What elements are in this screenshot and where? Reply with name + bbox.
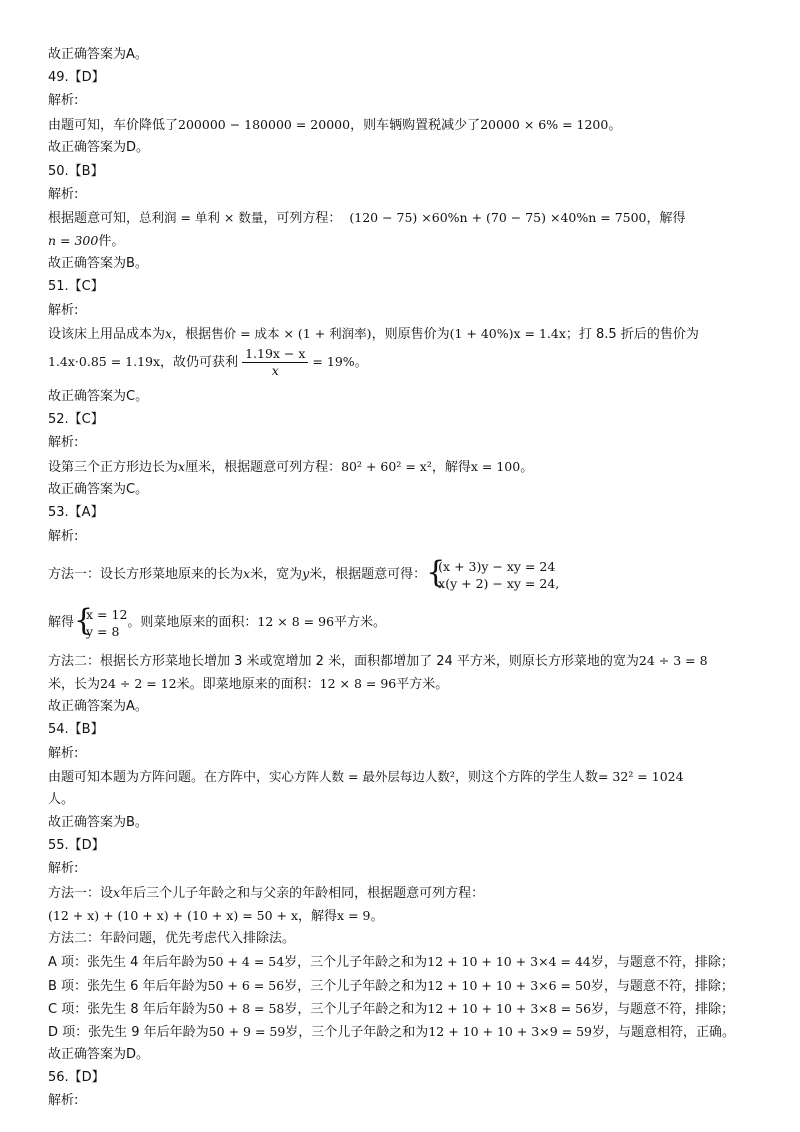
question-number: 56.【D】	[48, 1070, 105, 1085]
equation-system: { (x + 3)y − xy = 24 x(y + 2) − xy = 24,	[426, 554, 560, 591]
analysis-text: 方法一：设长方形菜地原来的长为x米，宽为y米，根据题意可得： { (x + 3)y − xy = 24 x(y + 2) − xy = 24,	[48, 554, 560, 591]
analysis-text: n = 300件。	[48, 233, 125, 249]
analysis-label: 解析:	[48, 187, 79, 202]
question-number: 51.【C】	[48, 279, 104, 294]
analysis-text: 根据题意可知，总利润 = 单利 × 数量，可列方程： (120 − 75) ×60%n + (70 − 75) ×40%n = 7500，解得	[48, 210, 686, 226]
analysis-label: 解析:	[48, 529, 79, 544]
question-number: 50.【B】	[48, 164, 104, 179]
analysis-text: 人。	[48, 792, 75, 807]
option-b-check: B 项：张先生 6 年后年龄为50 + 6 = 56岁，三个儿子年龄之和为12 + 10 + 10 + 3×6 = 50岁，与题意不符，排除；	[48, 978, 734, 994]
question-number: 55.【D】	[48, 838, 105, 853]
analysis-label: 解析:	[48, 1093, 79, 1108]
option-c-check: C 项：张先生 8 年后年龄为50 + 8 = 58岁，三个儿子年龄之和为12 + 10 + 10 + 3×8 = 56岁，与题意不符，排除；	[48, 1001, 735, 1017]
analysis-text: 方法一：设x年后三个儿子年龄之和与父亲的年龄相同，根据题意可列方程：	[48, 885, 485, 901]
answer-line: 故正确答案为A。	[48, 47, 148, 62]
analysis-text: 方法二：根据长方形菜地长增加 3 米或宽增加 2 米，面积都增加了 24 平方米，则原长方形菜地的宽为24 ÷ 3 = 8	[48, 653, 708, 669]
analysis-text: 设该床上用品成本为x，根据售价 = 成本 × (1 + 利润率)，则原售价为(1 + 40%)x = 1.4x；打 8.5 折后的售价为	[48, 326, 699, 342]
analysis-text: (12 + x) + (10 + x) + (10 + x) = 50 + x，解得x = 9。	[48, 908, 384, 924]
analysis-label: 解析:	[48, 861, 79, 876]
analysis-text: 1.4x·0.85 = 1.19x，故仍可获利 $\frac{1.19x - x}{x}$ = 19%。	[48, 346, 368, 378]
analysis-label: 解析:	[48, 303, 79, 318]
analysis-text: 设第三个正方形边长为x厘米，根据题意可列方程：80² + 60² = x²，解得x = 100。	[48, 459, 534, 475]
answer-line: 故正确答案为B。	[48, 256, 148, 271]
question-number: 54.【B】	[48, 722, 104, 737]
analysis-text: 解得 { x = 12 y = 8 。则菜地原来的面积：12 × 8 = 96平方米。	[48, 602, 387, 639]
analysis-text: 米，长为24 ÷ 2 = 12米。即菜地原来的面积：12 × 8 = 96平方米。	[48, 676, 449, 692]
option-a-check: A 项：张先生 4 年后年龄为50 + 4 = 54岁，三个儿子年龄之和为12 + 10 + 10 + 3×4 = 44岁，与题意不符，排除；	[48, 954, 734, 970]
answer-line: 故正确答案为A。	[48, 699, 148, 714]
question-number: 49.【D】	[48, 70, 105, 85]
analysis-text: 由题可知，车价降低了200000 − 180000 = 20000，则车辆购置税减少了20000 × 6% = 1200。	[48, 117, 622, 133]
answer-line: 故正确答案为B。	[48, 815, 148, 830]
analysis-text: 方法二：年龄问题，优先考虑代入排除法。	[48, 931, 296, 946]
question-number: 52.【C】	[48, 412, 104, 427]
analysis-label: 解析:	[48, 435, 79, 450]
answer-line: 故正确答案为C。	[48, 389, 149, 404]
answer-line: 故正确答案为C。	[48, 482, 149, 497]
option-d-check: D 项：张先生 9 年后年龄为50 + 9 = 59岁，三个儿子年龄之和为12 + 10 + 10 + 3×9 = 59岁，与题意相符，正确。	[48, 1024, 736, 1040]
answer-line: 故正确答案为D。	[48, 1047, 150, 1062]
answer-line: 故正确答案为D。	[48, 140, 150, 155]
solution-system: { x = 12 y = 8	[74, 602, 128, 639]
analysis-text: 由题可知本题为方阵问题。在方阵中，实心方阵人数 = 最外层每边人数²，则这个方阵的学生人数= 32² = 1024	[48, 769, 684, 785]
analysis-label: 解析:	[48, 93, 79, 108]
question-number: 53.【A】	[48, 505, 104, 520]
analysis-label: 解析:	[48, 746, 79, 761]
profit-fraction: $\frac{1.19x - x}{x}$	[242, 346, 308, 379]
